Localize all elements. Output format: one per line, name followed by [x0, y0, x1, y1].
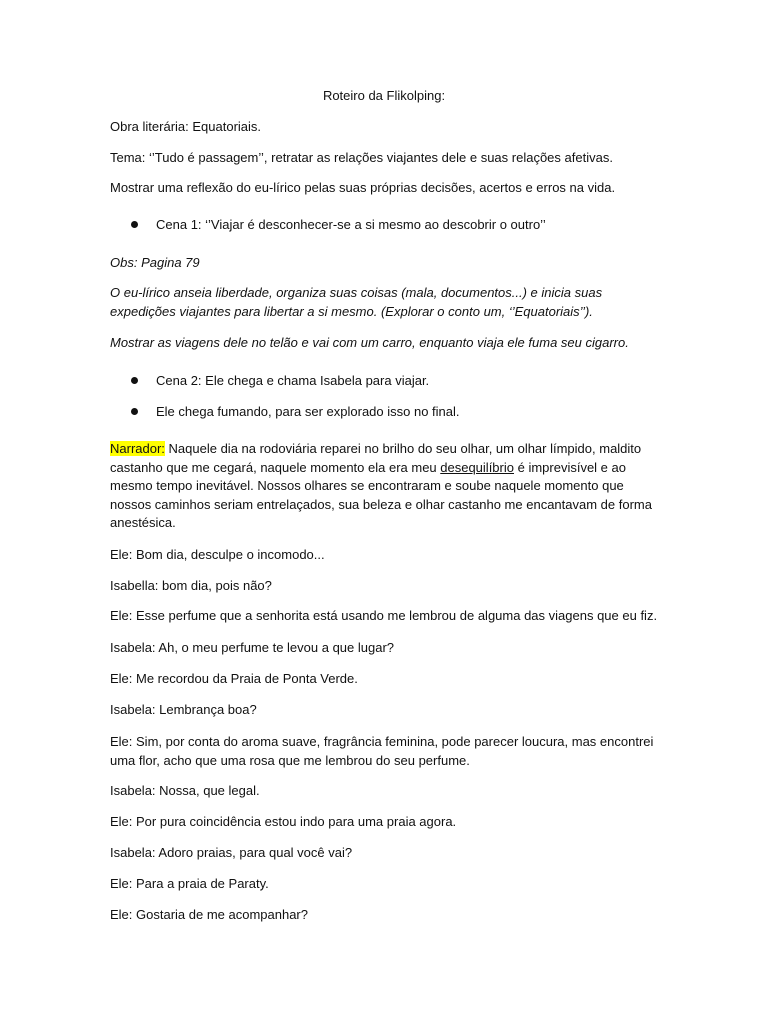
obs-line: Obs: Pagina 79 — [110, 255, 200, 270]
narrador-label: Narrador: — [110, 441, 165, 456]
bullet-text: Cena 2: Ele chega e chama Isabela para viajar. — [156, 373, 430, 388]
narrador-text: Naquele dia na rodoviária reparei no brilho do seu olhar, um olhar límpido, maldito castanho que me cegará, naquele momento ela era meu — [110, 441, 642, 475]
dialogue-line: Isabela: Nossa, que legal. — [110, 783, 260, 798]
underlined-word: desequilíbrio — [440, 459, 514, 475]
dialogue-line: Ele: Esse perfume que a senhorita está usando me lembrou de alguma das viagens que eu fiz. — [110, 608, 658, 623]
viagens-line: Mostrar as viagens dele no telão e vai com um carro, enquanto viaja ele fuma seu cigarro. — [110, 335, 629, 350]
bullet-dot-icon — [131, 377, 138, 384]
dialogue-line: Isabela: Lembrança boa? — [110, 702, 257, 717]
bullet-text: Ele chega fumando, para ser explorado isso no final. — [156, 404, 460, 419]
obra-line: Obra literária: Equatoriais. — [110, 119, 262, 134]
dialogue-line: Isabela: Ah, o meu perfume te levou a que lugar? — [110, 640, 395, 655]
narrador-paragraph — [110, 440, 665, 533]
dialogue-line: Ele: Por pura coincidência estou indo para uma praia agora. — [110, 814, 457, 829]
dialogue-line: Ele: Me recordou da Praia de Ponta Verde. — [110, 671, 358, 686]
bullet-dot-icon — [131, 408, 138, 415]
dialogue-line: Ele: Gostaria de me acompanhar? — [110, 907, 308, 922]
dialogue-line: Ele: Sim, por conta do aroma suave, fragrância feminina, pode parecer loucura, mas encontrei uma flor, acho que uma rosa que me lembrou do seu perfume. — [110, 734, 654, 768]
dialogue-line: Isabella: bom dia, pois não? — [110, 578, 272, 593]
bullet-dot-icon — [131, 221, 138, 228]
reflexao-line: Mostrar uma reflexão do eu-lírico pelas suas próprias decisões, acertos e erros na vida. — [110, 180, 616, 195]
eu-lirico-paragraph: O eu-lírico anseia liberdade, organiza suas coisas (mala, documentos...) e inicia suas expedições viajantes para libertar a si mesmo. (Explorar o conto um, ‘’Equatoriais’’). — [110, 285, 603, 319]
tema-line: Tema: ‘’Tudo é passagem’’, retratar as relações viajantes dele e suas relações afetivas. — [110, 150, 613, 165]
dialogue-line: Ele: Para a praia de Paraty. — [110, 876, 269, 891]
bullet-text: Cena 1: ‘’Viajar é desconhecer-se a si mesmo ao descobrir o outro’’ — [156, 217, 546, 232]
document-title: Roteiro da Flikolping: — [322, 88, 446, 103]
dialogue-line: Ele: Bom dia, desculpe o incomodo... — [110, 547, 325, 562]
narrador-text: é imprevisível e ao mesmo tempo inevitável. Nossos olhares se encontraram e soube naquele momento que nossos caminhos seriam entrelaçados, sua beleza e olhar castanho me encantavam de forma anestésica. — [110, 459, 652, 530]
dialogue-line: Isabela: Adoro praias, para qual você vai? — [110, 845, 353, 860]
